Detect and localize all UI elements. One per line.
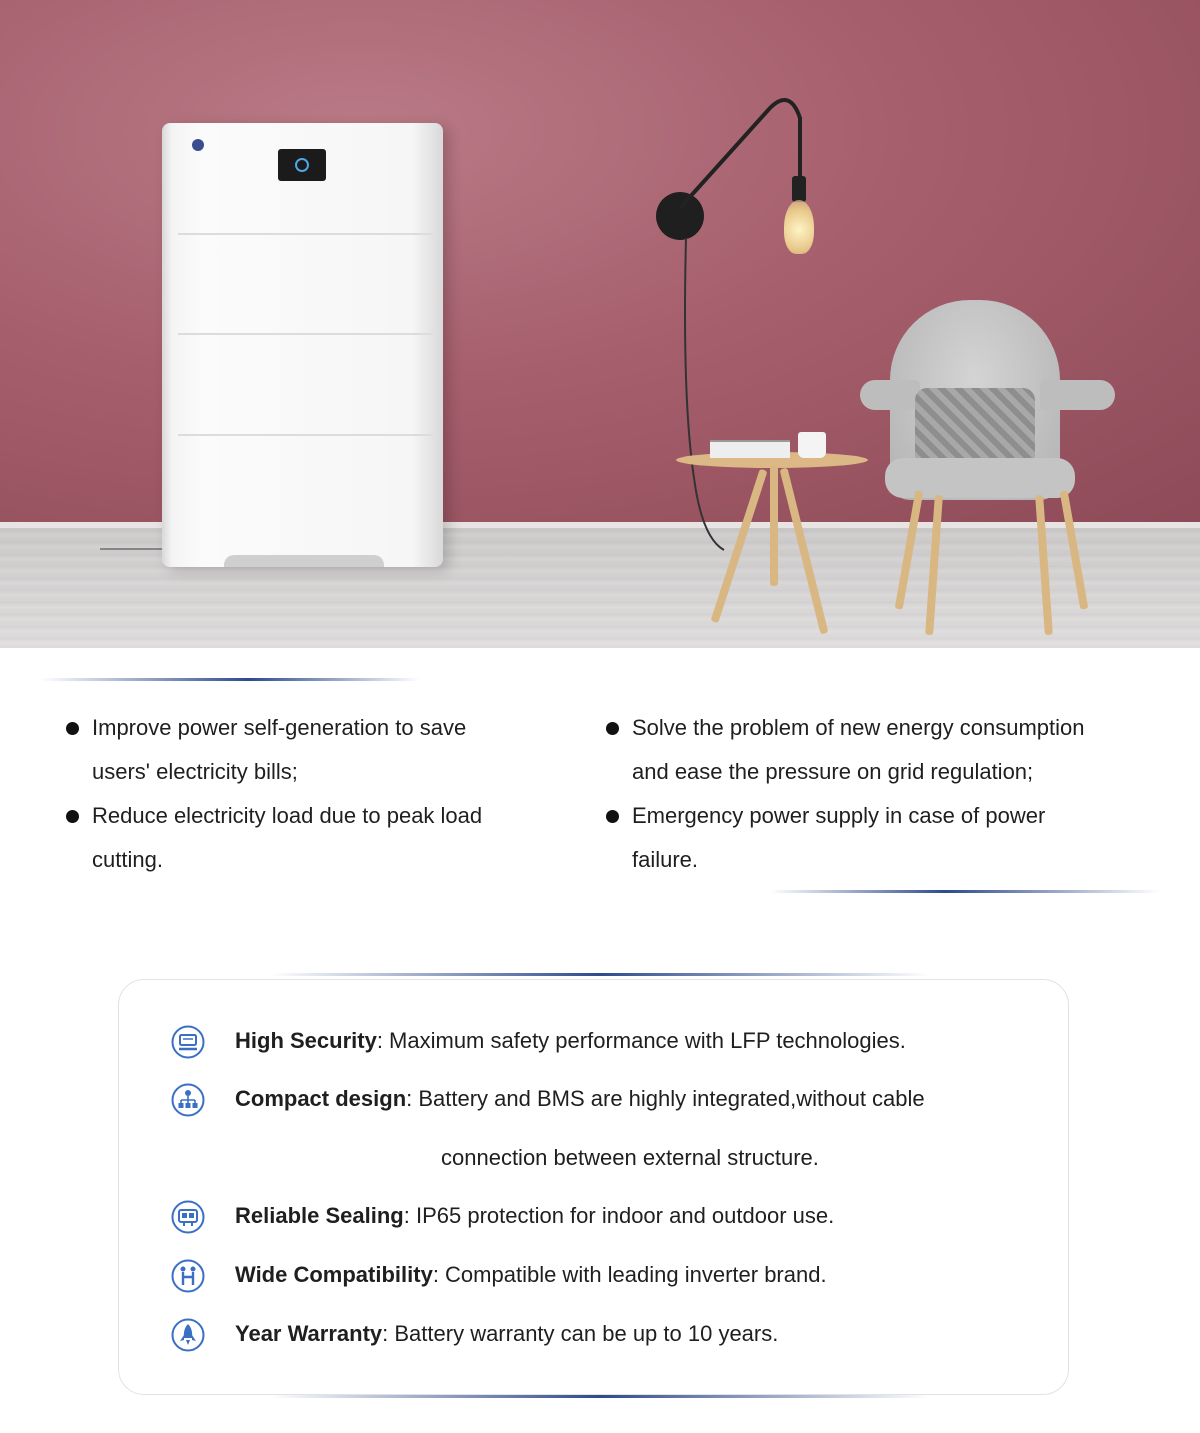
feature-title: Year Warranty: [235, 1321, 383, 1346]
bullet-icon: [606, 722, 619, 735]
lamp-socket: [792, 176, 806, 202]
light-bulb: [784, 200, 814, 254]
feature-title: High Security: [235, 1028, 377, 1053]
rocket-icon: [171, 1318, 205, 1352]
bullet-text: failure.: [632, 847, 699, 872]
hero-product-image: [0, 0, 1200, 648]
feature-text-continuation: connection between external structure.: [441, 1145, 819, 1170]
bullet-text: Solve the problem of new energy consumption: [632, 715, 1085, 740]
bullet-text: Reduce electricity load due to peak load: [92, 803, 483, 828]
bullet-text: Emergency power supply in case of power: [632, 803, 1046, 828]
divider-line: [770, 890, 1160, 893]
feature-title: Reliable Sealing: [235, 1203, 404, 1228]
battery-cabinet: [162, 123, 443, 567]
divider-line: [40, 678, 420, 681]
bullet-text: users' electricity bills;: [92, 759, 298, 784]
features-card: [118, 979, 1069, 1395]
divider-line: [270, 973, 930, 976]
divider-line: [270, 1395, 930, 1398]
power-cord: [100, 548, 170, 550]
bullet-icon: [66, 810, 79, 823]
feature-title: Wide Compatibility: [235, 1262, 433, 1287]
feature-title: Compact design: [235, 1086, 407, 1111]
benefits-list-right: [606, 706, 1166, 882]
bullet-text: cutting.: [92, 847, 163, 872]
bullet-text: and ease the pressure on grid regulation;: [632, 759, 1034, 784]
feature-text: : Compatible with leading inverter brand.: [432, 1262, 827, 1287]
feature-text: : IP65 protection for indoor and outdoor use.: [403, 1203, 835, 1228]
cushion: [915, 388, 1035, 468]
benefits-list-left: [66, 706, 566, 882]
books: [710, 440, 790, 458]
compatibility-icon: [171, 1259, 205, 1293]
list-item: [606, 794, 1166, 882]
bullet-text: Improve power self-generation to save: [92, 715, 467, 740]
lamp-cable: [672, 238, 732, 558]
list-item: [66, 794, 566, 882]
hierarchy-icon: [171, 1083, 205, 1117]
list-item: [606, 706, 1166, 794]
bullet-icon: [606, 810, 619, 823]
feature-text: : Battery warranty can be up to 10 years.: [382, 1321, 779, 1346]
feature-text: : Battery and BMS are highly integrated,without cable: [406, 1086, 925, 1111]
seal-icon: [171, 1200, 205, 1234]
list-item: [66, 706, 566, 794]
security-icon: [171, 1025, 205, 1059]
brand-logo-icon: [192, 139, 204, 151]
mug: [798, 432, 826, 458]
feature-text: : Maximum safety performance with LFP technologies.: [376, 1028, 906, 1053]
battery-display: [278, 149, 326, 181]
bullet-icon: [66, 722, 79, 735]
